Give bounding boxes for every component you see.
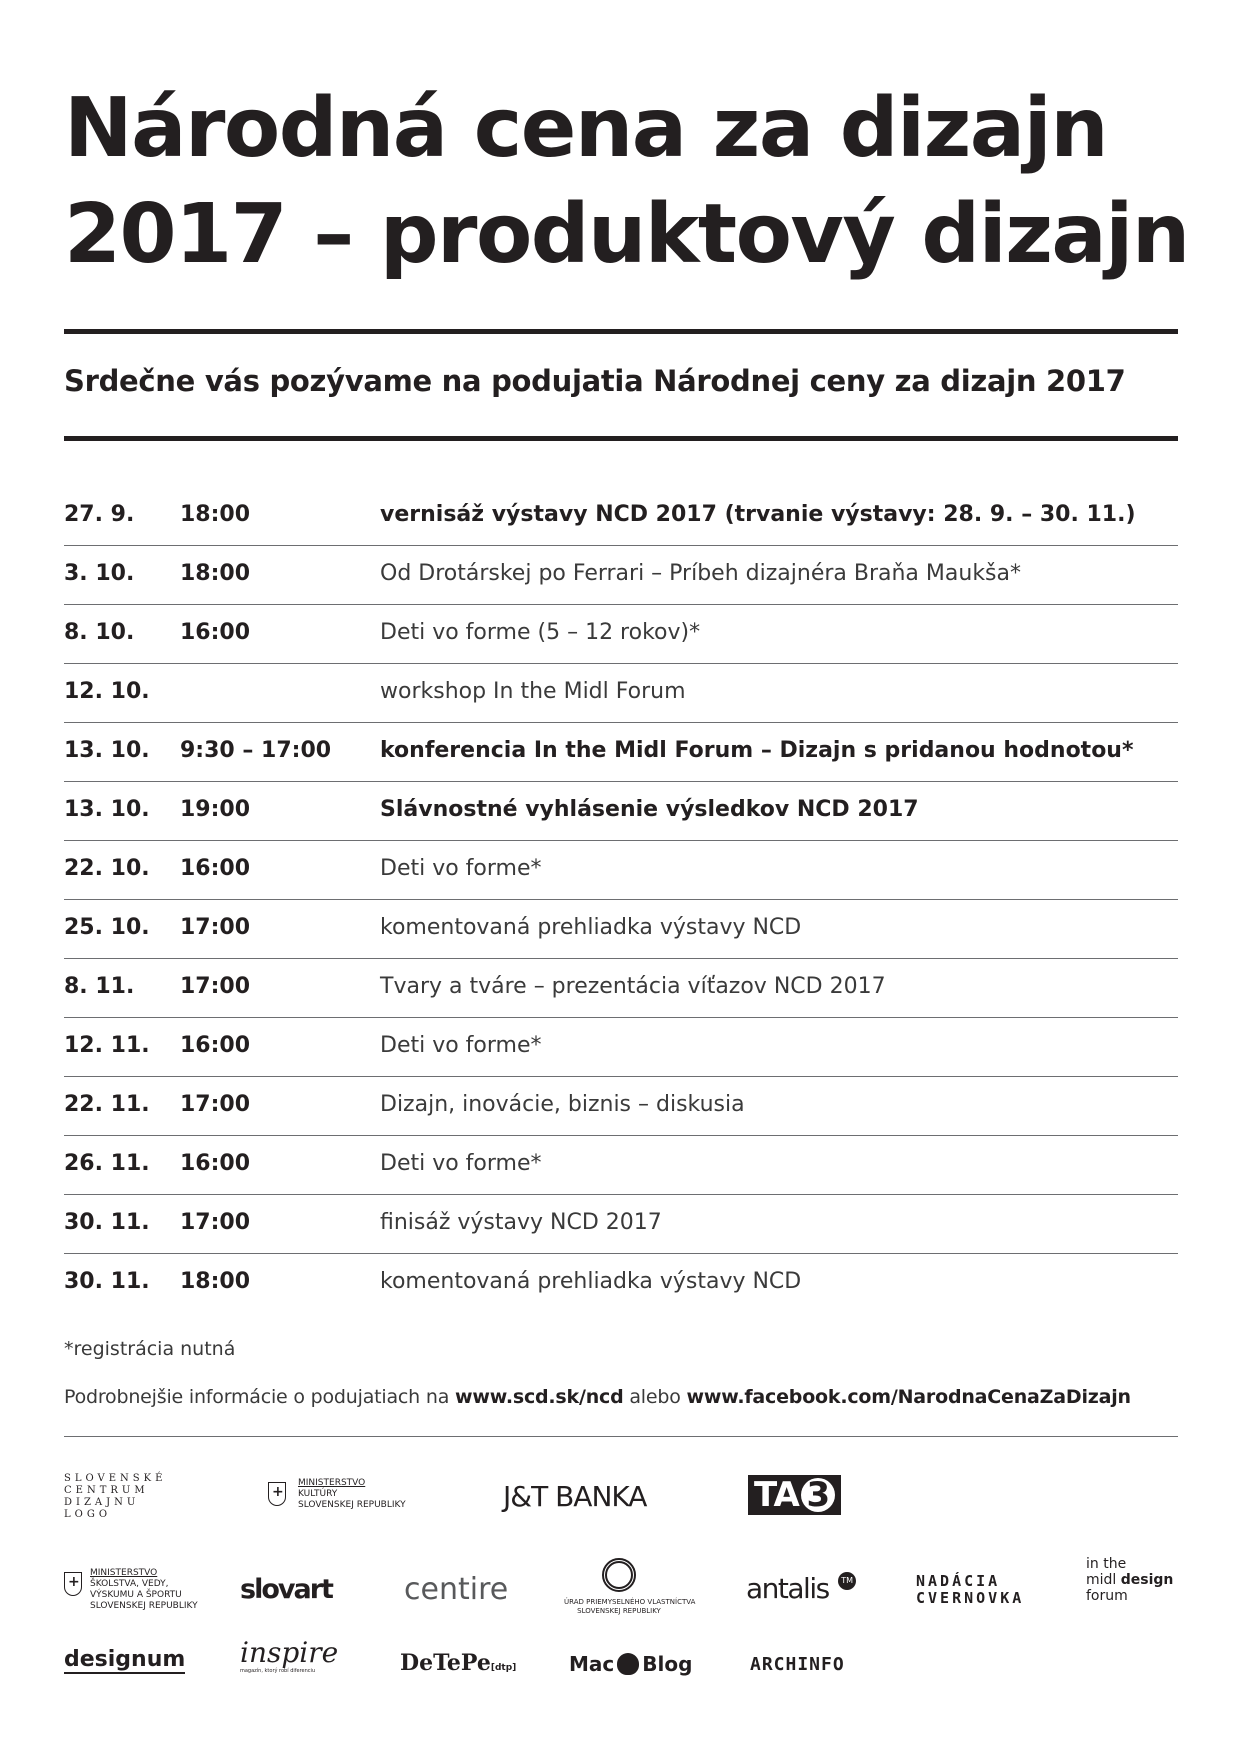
centire-logo: centire <box>404 1572 509 1607</box>
event-date: 30. 11. <box>64 1269 150 1294</box>
inspire-logo <box>240 1638 338 1674</box>
divider-top <box>64 329 1178 334</box>
schedule-row <box>64 723 1178 782</box>
event-date: 12. 10. <box>64 679 150 704</box>
antalis-logo-text: antalis <box>746 1572 829 1605</box>
ministry-edu-line-3: VÝSKUMU A ŠPORTU <box>90 1590 182 1600</box>
ministry-edu-line-2: ŠKOLSTVA, VEDY, <box>90 1579 169 1589</box>
scd-logo-line-1: SLOVENSKÉ <box>64 1473 167 1484</box>
macblog-logo <box>569 1652 692 1676</box>
schedule-row <box>64 900 1178 959</box>
macblog-text-b: Blog <box>642 1652 693 1676</box>
inspire-logo-text: inspire <box>240 1636 339 1669</box>
event-title: Tvary a tváre – prezentácia víťazov NCD 2017 <box>380 974 886 999</box>
schedule-row <box>64 546 1178 605</box>
event-time: 17:00 <box>180 1210 251 1235</box>
ministry-education-logo <box>64 1568 198 1612</box>
divider-footer <box>64 1436 1178 1437</box>
event-title: komentovaná prehliadka výstavy NCD <box>380 1269 802 1294</box>
info-prefix: Podrobnejšie informácie o podujatiach na <box>64 1386 455 1408</box>
upv-line-1: ÚRAD PRIEMYSELNÉHO VLASTNÍCTVA <box>564 1598 696 1606</box>
event-time: 16:00 <box>180 1033 251 1058</box>
ministry-edu-line-4: SLOVENSKEJ REPUBLIKY <box>90 1601 198 1611</box>
event-time: 17:00 <box>180 974 251 999</box>
scd-logo-line-4: LOGO <box>64 1509 112 1520</box>
schedule-row <box>64 1018 1178 1077</box>
macblog-text-a: Mac <box>569 1652 615 1676</box>
coat-of-arms-icon <box>268 1482 286 1506</box>
event-title: Deti vo forme* <box>380 1033 542 1058</box>
subtitle: Srdečne vás pozývame na podujatia Národnej ceny za dizajn 2017 <box>64 364 1126 398</box>
event-title: Od Drotárskej po Ferrari – Príbeh dizajnéra Braňa Maukša* <box>380 561 1021 586</box>
event-time: 17:00 <box>180 1092 251 1117</box>
event-date: 12. 11. <box>64 1033 150 1058</box>
upv-line-2: SLOVENSKEJ REPUBLIKY <box>577 1607 661 1615</box>
ministry-culture-logo <box>268 1478 428 1514</box>
event-title: Deti vo forme* <box>380 856 542 881</box>
detepe-logo-text: DeTePe <box>400 1650 491 1676</box>
midl-design-forum-logo <box>1086 1556 1173 1604</box>
coat-of-arms-icon <box>64 1572 82 1596</box>
event-title: Deti vo forme (5 – 12 rokov)* <box>380 620 701 645</box>
event-title: vernisáž výstavy NCD 2017 (trvanie výstavy: 28. 9. – 30. 11.) <box>380 502 1136 527</box>
ministry-edu-line-1: MINISTERSTVO <box>90 1568 158 1578</box>
ministry-culture-line-3: SLOVENSKEJ REPUBLIKY <box>298 1500 406 1510</box>
event-title: Deti vo forme* <box>380 1151 542 1176</box>
schedule-row <box>64 1136 1178 1195</box>
ministry-culture-line-2: KULTÚRY <box>298 1489 338 1499</box>
event-date: 26. 11. <box>64 1151 150 1176</box>
nadacia-line-2: CVERNOVKA <box>916 1589 1025 1607</box>
ta3-logo <box>748 1475 841 1515</box>
midl-line-3: forum <box>1086 1588 1128 1604</box>
detepe-logo <box>400 1650 516 1676</box>
event-date: 22. 10. <box>64 856 150 881</box>
event-title: workshop In the Midl Forum <box>380 679 686 704</box>
nadacia-cvernovka-logo <box>916 1573 1024 1607</box>
ta3-logo-text: TA <box>754 1475 799 1515</box>
registration-note: *registrácia nutná <box>64 1338 236 1360</box>
event-title: finisáž výstavy NCD 2017 <box>380 1210 662 1235</box>
upv-emblem-icon <box>602 1558 636 1592</box>
schedule-row <box>64 1077 1178 1136</box>
schedule-row <box>64 841 1178 900</box>
antalis-badge: TM <box>838 1572 856 1590</box>
jt-banka-logo: J&T BANKA <box>503 1480 647 1513</box>
event-time: 16:00 <box>180 620 251 645</box>
schedule-row <box>64 664 1178 723</box>
schedule-table <box>64 487 1178 1312</box>
detepe-tag: [dtp] <box>490 1663 517 1673</box>
event-time: 9:30 – 17:00 <box>180 738 332 763</box>
scd-logo <box>64 1473 166 1521</box>
designum-logo: designum <box>64 1647 186 1672</box>
antalis-logo <box>746 1572 856 1605</box>
event-time: 17:00 <box>180 915 251 940</box>
event-date: 13. 10. <box>64 797 150 822</box>
title-line-2: 2017 – produktový dizajn <box>64 187 1189 282</box>
midl-line-2a: midl <box>1086 1572 1121 1588</box>
scd-link[interactable]: www.scd.sk/ncd <box>454 1386 624 1408</box>
event-date: 3. 10. <box>64 561 135 586</box>
event-date: 22. 11. <box>64 1092 150 1117</box>
slovart-logo: slovart <box>240 1574 332 1605</box>
event-time: 18:00 <box>180 1269 251 1294</box>
schedule-row <box>64 605 1178 664</box>
scd-logo-line-2: CENTRUM <box>64 1485 149 1496</box>
ministry-culture-line-1: MINISTERSTVO <box>298 1478 366 1488</box>
schedule-row <box>64 782 1178 841</box>
ta3-logo-number: 3 <box>801 1478 835 1512</box>
divider-bottom <box>64 436 1178 441</box>
event-time: 18:00 <box>180 561 251 586</box>
midl-line-2b: design <box>1120 1572 1174 1588</box>
event-time: 19:00 <box>180 797 251 822</box>
scd-logo-line-3: DIZAJNU <box>64 1497 140 1508</box>
info-mid: alebo <box>623 1386 687 1408</box>
title-line-1: Národná cena za dizajn <box>64 81 1108 176</box>
apple-icon <box>617 1653 639 1675</box>
nadacia-line-1: NADÁCIA <box>916 1572 1001 1590</box>
event-title: Slávnostné vyhlásenie výsledkov NCD 2017 <box>380 797 919 822</box>
event-date: 8. 11. <box>64 974 135 999</box>
event-title: komentovaná prehliadka výstavy NCD <box>380 915 802 940</box>
event-date: 30. 11. <box>64 1210 150 1235</box>
schedule-row <box>64 1254 1178 1312</box>
schedule-row <box>64 487 1178 546</box>
schedule-row <box>64 1195 1178 1254</box>
event-time: 16:00 <box>180 1151 251 1176</box>
event-date: 8. 10. <box>64 620 135 645</box>
event-date: 25. 10. <box>64 915 150 940</box>
event-time: 18:00 <box>180 502 251 527</box>
event-date: 27. 9. <box>64 502 135 527</box>
page-title <box>64 76 1189 288</box>
event-title: Dizajn, inovácie, biznis – diskusia <box>380 1092 745 1117</box>
facebook-link[interactable]: www.facebook.com/NarodnaCenaZaDizajn <box>686 1386 1131 1408</box>
event-date: 13. 10. <box>64 738 150 763</box>
inspire-tagline: magazín, ktorý robí diferenciu <box>240 1668 316 1674</box>
info-line <box>64 1386 1131 1408</box>
midl-line-1: in the <box>1086 1556 1127 1572</box>
upv-logo <box>564 1558 696 1616</box>
event-time: 16:00 <box>180 856 251 881</box>
schedule-row <box>64 959 1178 1018</box>
event-title: konferencia In the Midl Forum – Dizajn s pridanou hodnotou* <box>380 738 1134 763</box>
archinfo-logo: ARCHINFO <box>750 1654 845 1675</box>
